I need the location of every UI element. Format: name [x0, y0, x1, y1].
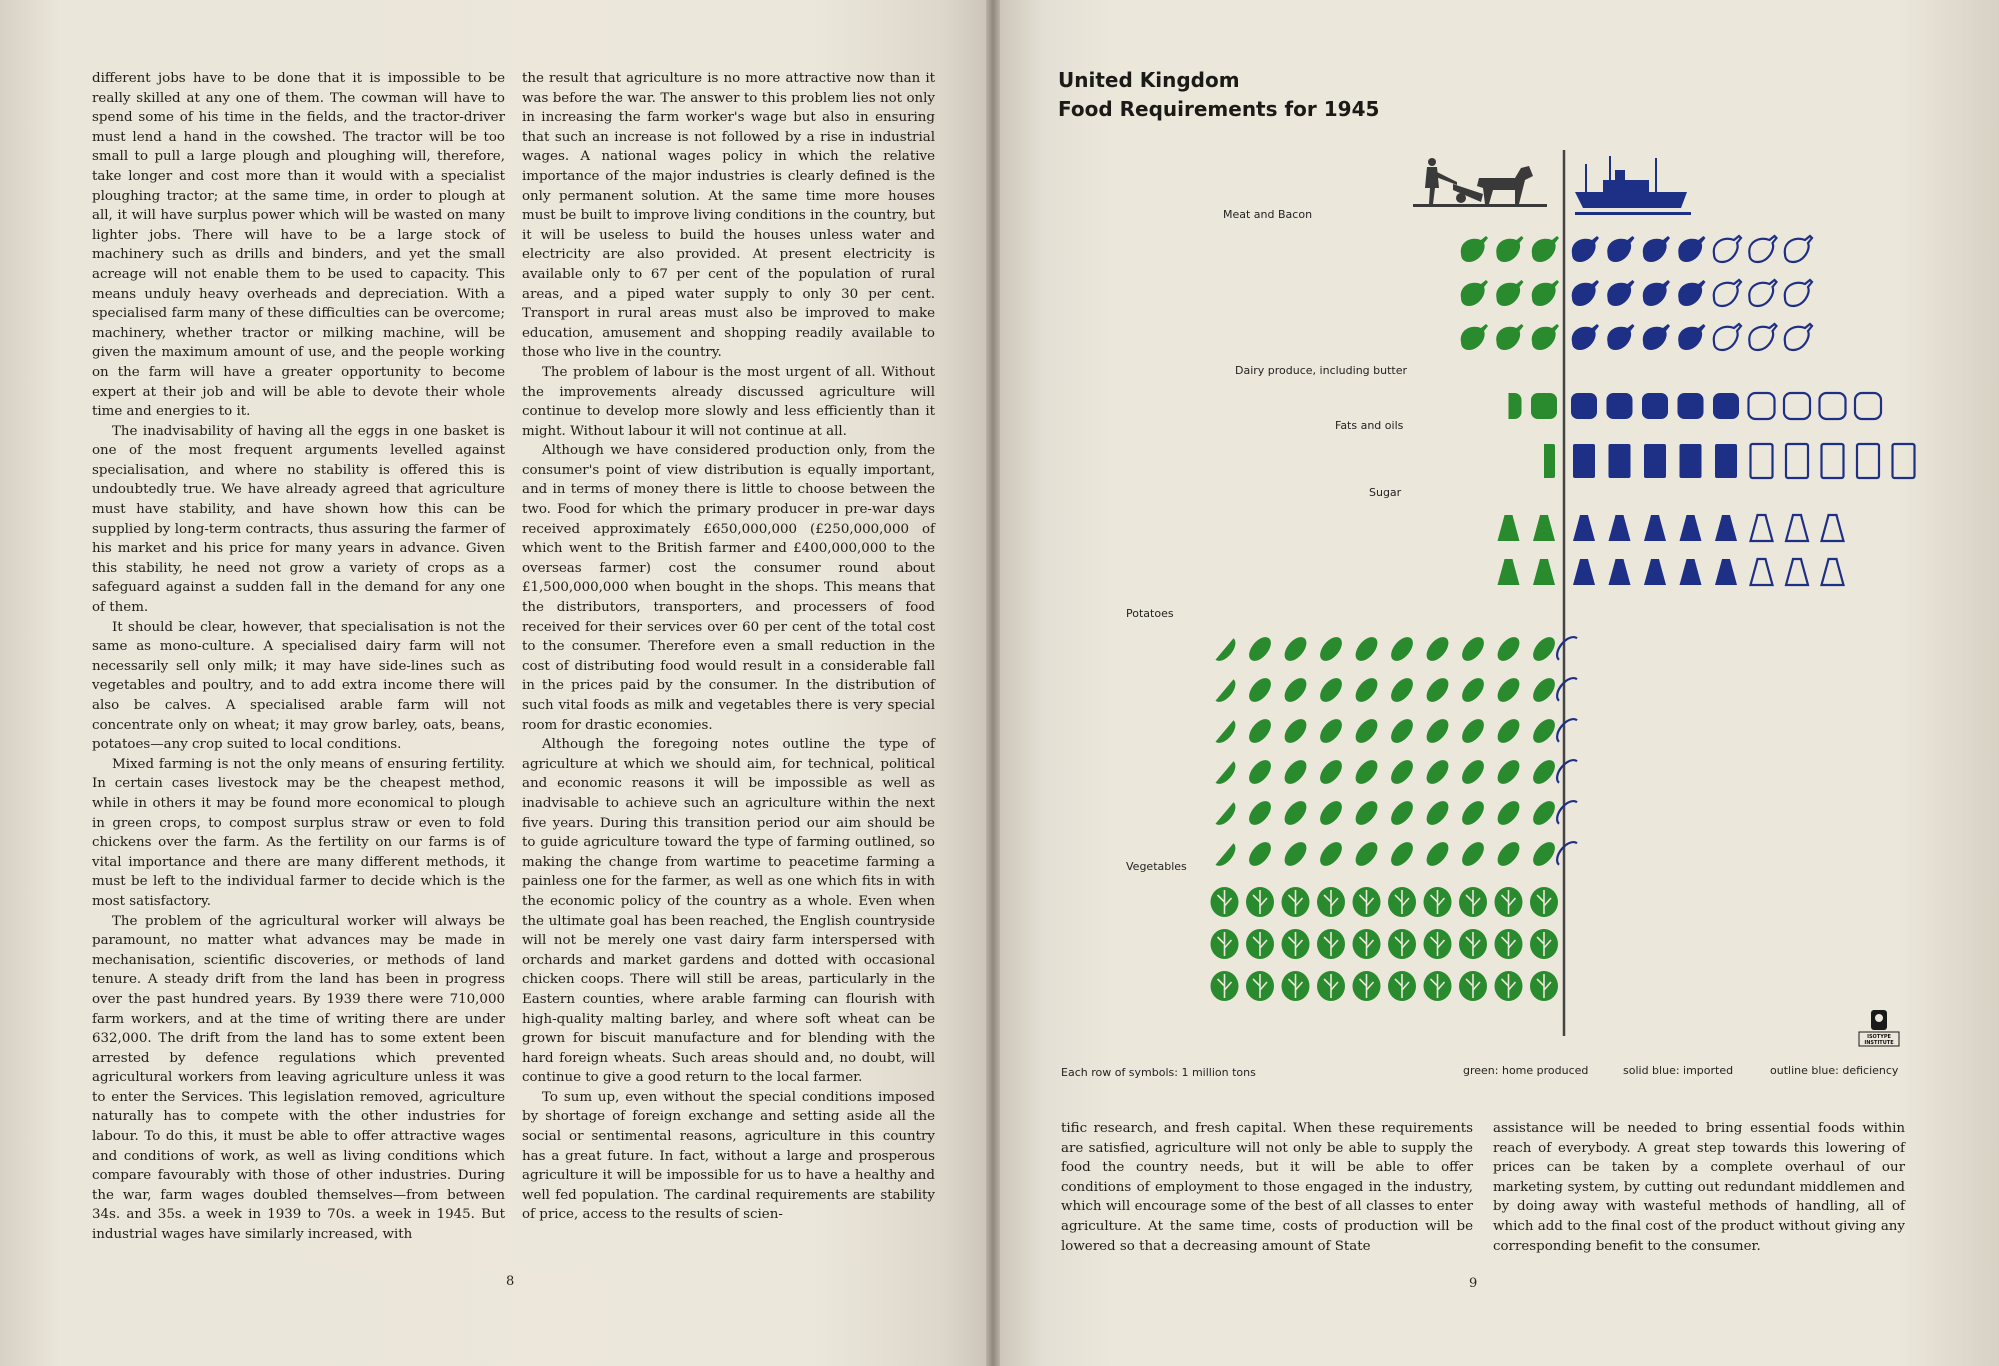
potato-symbol	[1493, 674, 1523, 706]
symbol-row	[1209, 715, 1583, 747]
paragraph: The inadvisability of having all the eggs in one basket is one of the most frequent arguments levelled against specialisation, and where no stability is offered this is undoubtedly true. We have already agreed that agriculture must have stability, and have shown how this can be supplied by long-term contracts, thus assuring the farmer of his market and his price for many years in advance. Given this stability, he need not grow a variety of crops as a safeguard against a sudden fall in the demand for any one of them.	[92, 423, 505, 616]
sugar-bag-symbol	[1609, 515, 1631, 541]
cabbage-symbol	[1459, 929, 1487, 959]
paragraph: different jobs have to be done that it is impossible to be really skilled at any one of them. The cowman will have to spend some of his time in the fields, and the tractor-driver must lend a hand in the cowshed. The tractor will be too small to pull a large plough and ploughing will, therefore, take longer and cost more than it would with a specialist ploughing tractor; at the same time, in order to plough at all, it will have surplus power which will be wasted on many lighter jobs. There will have to be a large stock of machinery such as drills and binders, and yet the small acreage will not enable them to be used to capacity. This means unduly heavy overheads and depreciation. With a specialised farm many of these difficulties can be overcome; machinery, whether tractor or milking machine, will be given the maximum amount of use, and the people working on the farm will have a greater opportunity to become expert at their job and will be able to devote their whole time and energies to it.	[92, 71, 505, 420]
svg-text:INSTITUTE: INSTITUTE	[1864, 1040, 1894, 1046]
sugar-bag-symbol	[1533, 559, 1555, 585]
paragraph: Although we have considered production only, from the consumer's point of view distribution is equally important, and in terms of money there is little to choose between the two. Food for which the primary producer in pre-war days received approximately £650,000,000 (£250,000,000 of which went to the British farmer and £400,000,000 to the overseas farmer) cost the consumer round about £1,500,000,000 when bought in the shops. This means that the distributors, transporters, and processers of food received for their services over 60 per cent of the total cost to the consumer. Therefore even a small reduction in the cost of distributing food would result in a considerable fall in the prices paid by the consumer. In the distribution of such vital foods as milk and vegetables there is very special room for drastic economies.	[522, 443, 935, 733]
potato-symbol	[1316, 838, 1346, 870]
potato-symbol	[1387, 715, 1417, 747]
ham-symbol	[1678, 324, 1705, 350]
ham-symbol	[1643, 280, 1670, 306]
legend-unit-note: Each row of symbols: 1 million tons	[1061, 1066, 1256, 1079]
potato-symbol	[1529, 715, 1559, 747]
potato-symbol	[1553, 633, 1583, 665]
cabbage-symbol	[1353, 887, 1381, 917]
potato-symbol	[1493, 756, 1523, 788]
paragraph: Mixed farming is not the only means of ensuring fertility. In certain cases livestock may be the cheapest method, while in others it may be found more economical to plough in green crops, to compost surplus straw or even to fold chickens over the farm. As the fertility on our farms is of vital importance and there are many different methods, it must be left to the individual farmer to decide which is the most satisfactory.	[92, 756, 505, 909]
cabbage-symbol	[1530, 929, 1558, 959]
paragraph: The problem of labour is the most urgent of all. Without the improvements already discussed agriculture will continue to develop more slowly and less efficiently than it might. Without labour it will not continue at all.	[522, 364, 935, 439]
paragraph: To sum up, even without the special conditions imposed by shortage of foreign exchange and setting aside all the social or sentimental reasons, agriculture in this country has a great future. In fact, without a large and prosperous agriculture it will be impossible for us to have a healthy and well fed population. The cardinal requirements are stability of price, access to the results of scien-	[522, 1089, 935, 1223]
paragraph: Although the foregoing notes outline the type of agriculture at which we should aim, for technical, political and economic reasons it will be impossible as well as inadvisable to achieve such an agriculture within the next five years. During this transition period our aim should be to guide agriculture toward the type of farming outlined, so making the change from wartime to peacetime farming a painless one for the farmer, as well as one which fits in with the economic policy of the country as a whole. Even when the ultimate goal has been reached, the English countryside will not be merely one vast dairy farm interspersed with orchards and market gardens and dotted with occasional chicken coops. There will still be areas, particularly in the Eastern counties, where arable farming can flourish with high-quality malting barley, and where soft wheat can be grown for biscuit manufacture and for blending with the hard foreign wheats. Such areas should and, no doubt, will continue to give a good return to the local farmer.	[522, 737, 935, 1086]
category-label: Vegetables	[1126, 860, 1187, 873]
symbol-row	[1211, 971, 1559, 1001]
ham-symbol	[1607, 280, 1634, 306]
ham-symbol	[1607, 324, 1634, 350]
symbol-row	[1209, 674, 1583, 706]
symbol-row	[1209, 633, 1583, 665]
sugar-bag-symbol	[1786, 515, 1808, 541]
ham-symbol	[1461, 280, 1488, 306]
potato-symbol	[1316, 674, 1346, 706]
cabbage-symbol	[1495, 929, 1523, 959]
ham-symbol	[1785, 280, 1812, 306]
symbol-row	[1496, 393, 1882, 419]
legend-imported: solid blue: imported	[1623, 1064, 1734, 1077]
potato-symbol	[1316, 715, 1346, 747]
can-symbol	[1751, 444, 1773, 478]
ham-symbol	[1785, 236, 1812, 262]
potato-symbol	[1245, 838, 1275, 870]
cheese-symbol	[1678, 393, 1704, 419]
potato-symbol	[1209, 797, 1239, 829]
cabbage-symbol	[1282, 887, 1310, 917]
cabbage-symbol	[1495, 971, 1523, 1001]
ham-symbol	[1749, 280, 1776, 306]
potato-symbol	[1422, 756, 1452, 788]
symbol-row	[1461, 324, 1812, 350]
isotype-institute-logo	[1859, 1010, 1899, 1046]
ham-symbol	[1643, 236, 1670, 262]
cabbage-symbol	[1388, 971, 1416, 1001]
ham-symbol	[1749, 236, 1776, 262]
ham-symbol	[1496, 236, 1523, 262]
potato-symbol	[1493, 838, 1523, 870]
potato-symbol	[1493, 715, 1523, 747]
chart-title-line-2: Food Requirements for 1945	[1058, 97, 1380, 121]
sugar-bag-symbol	[1609, 559, 1631, 585]
cabbage-symbol	[1459, 887, 1487, 917]
potato-symbol	[1387, 633, 1417, 665]
symbol-row	[1211, 887, 1559, 917]
potato-symbol	[1458, 838, 1488, 870]
sugar-bag-symbol	[1786, 559, 1808, 585]
cheese-symbol	[1713, 393, 1739, 419]
symbol-row	[1209, 797, 1583, 829]
sugar-bag-symbol	[1715, 515, 1737, 541]
cheese-symbol	[1496, 393, 1522, 419]
cabbage-symbol	[1530, 971, 1558, 1001]
potato-symbol	[1209, 715, 1239, 747]
category-label: Fats and oils	[1335, 419, 1404, 432]
potato-symbol	[1529, 838, 1559, 870]
cabbage-symbol	[1317, 887, 1345, 917]
potato-symbol	[1316, 797, 1346, 829]
potato-symbol	[1245, 756, 1275, 788]
potato-symbol	[1529, 633, 1559, 665]
cabbage-symbol	[1530, 887, 1558, 917]
cheese-symbol	[1855, 393, 1881, 419]
potato-symbol	[1553, 797, 1583, 829]
cabbage-symbol	[1388, 887, 1416, 917]
potato-symbol	[1280, 838, 1310, 870]
cabbage-symbol	[1388, 929, 1416, 959]
potato-symbol	[1387, 674, 1417, 706]
ham-symbol	[1714, 324, 1741, 350]
can-symbol	[1822, 444, 1844, 478]
ham-symbol	[1532, 324, 1559, 350]
sugar-bag-symbol	[1644, 515, 1666, 541]
potato-symbol	[1387, 838, 1417, 870]
paragraph: It should be clear, however, that specialisation is not the same as mono-culture. A specialised dairy farm will not necessarily sell only milk; it may have side-lines such as vegetables and poultry, and to add extra income there will also be calves. A specialised arable farm will not concentrate only on wheat; it may grow barley, oats, beans, potatoes—any crop suited to local conditions.	[92, 619, 505, 753]
cheese-symbol	[1749, 393, 1775, 419]
potato-symbol	[1422, 715, 1452, 747]
symbol-row	[1498, 559, 1844, 585]
sugar-bag-symbol	[1498, 515, 1520, 541]
category-label: Dairy produce, including butter	[1235, 364, 1408, 377]
cabbage-symbol	[1246, 971, 1274, 1001]
potato-symbol	[1387, 797, 1417, 829]
sugar-bag-symbol	[1822, 559, 1844, 585]
potato-symbol	[1529, 674, 1559, 706]
ham-symbol	[1572, 280, 1599, 306]
cabbage-symbol	[1211, 929, 1239, 959]
potato-symbol	[1245, 633, 1275, 665]
cabbage-symbol	[1424, 929, 1452, 959]
category-cabbage	[1126, 860, 1558, 1001]
potato-symbol	[1280, 674, 1310, 706]
cabbage-symbol	[1424, 971, 1452, 1001]
potato-symbol	[1553, 674, 1583, 706]
potato-symbol	[1209, 838, 1239, 870]
potato-symbol	[1553, 715, 1583, 747]
sugar-bag-symbol	[1644, 559, 1666, 585]
potato-symbol	[1351, 838, 1381, 870]
can-symbol	[1609, 444, 1631, 478]
sugar-bag-symbol	[1715, 559, 1737, 585]
potato-symbol	[1387, 756, 1417, 788]
can-symbol	[1786, 444, 1808, 478]
potato-symbol	[1351, 797, 1381, 829]
category-label: Sugar	[1369, 486, 1402, 499]
ham-symbol	[1572, 236, 1599, 262]
category-cheese	[1235, 364, 1881, 419]
category-ham	[1223, 208, 1812, 350]
sugar-bag-symbol	[1533, 515, 1555, 541]
ham-symbol	[1678, 280, 1705, 306]
sugar-bag-symbol	[1751, 559, 1773, 585]
left-page	[0, 0, 993, 1366]
category-label: Potatoes	[1126, 607, 1174, 620]
ham-symbol	[1532, 236, 1559, 262]
potato-symbol	[1245, 715, 1275, 747]
cheese-symbol	[1531, 393, 1557, 419]
symbol-row	[1209, 838, 1583, 870]
left-page-column-2	[522, 69, 935, 1225]
sugar-bag-symbol	[1751, 515, 1773, 541]
svg-text:ISOTYPE: ISOTYPE	[1867, 1034, 1891, 1040]
potato-symbol	[1209, 674, 1239, 706]
category-label: Meat and Bacon	[1223, 208, 1313, 221]
potato-symbol	[1422, 838, 1452, 870]
cabbage-symbol	[1246, 929, 1274, 959]
symbol-row	[1461, 280, 1812, 306]
potato-symbol	[1209, 756, 1239, 788]
can-symbol	[1644, 444, 1666, 478]
can-symbol	[1715, 444, 1737, 478]
potato-symbol	[1458, 756, 1488, 788]
paragraph: assistance will be needed to bring essential foods within reach of everybody. A great step towards this lowering of prices can be taken by a complete overhaul of our marketing system, by cutting out redundant middlemen and by doing away with wasteful methods of handling, all of which add to the final cost of the product without giving any corresponding benefit to the consumer.	[1493, 1121, 1905, 1254]
potato-symbol	[1280, 797, 1310, 829]
cheese-symbol	[1571, 393, 1597, 419]
potato-symbol	[1458, 633, 1488, 665]
potato-symbol	[1529, 797, 1559, 829]
ham-symbol	[1496, 324, 1523, 350]
potato-symbol	[1422, 797, 1452, 829]
sugar-bag-symbol	[1498, 559, 1520, 585]
sugar-bag-symbol	[1573, 515, 1595, 541]
can-symbol	[1857, 444, 1879, 478]
ham-symbol	[1714, 280, 1741, 306]
cheese-symbol	[1607, 393, 1633, 419]
potato-symbol	[1458, 797, 1488, 829]
ham-symbol	[1714, 236, 1741, 262]
can-symbol	[1573, 444, 1595, 478]
cabbage-symbol	[1353, 929, 1381, 959]
paragraph: tific research, and fresh capital. When these requirements are satisfied, agriculture will not only be able to supply the food the country needs, but it will be able to offer conditions of employment to those engaged in the industry, which will encourage some of the best of all classes to enter agriculture. At the same time, costs of production will be lowered so that a decreasing amount of State	[1061, 1121, 1473, 1254]
potato-symbol	[1280, 633, 1310, 665]
potato-symbol	[1493, 797, 1523, 829]
ham-symbol	[1785, 324, 1812, 350]
cabbage-symbol	[1211, 971, 1239, 1001]
cabbage-symbol	[1424, 887, 1452, 917]
potato-symbol	[1351, 674, 1381, 706]
sugar-bag-symbol	[1680, 559, 1702, 585]
potato-symbol	[1245, 674, 1275, 706]
potato-symbol	[1422, 633, 1452, 665]
ham-symbol	[1461, 324, 1488, 350]
can-symbol	[1680, 444, 1702, 478]
ham-symbol	[1532, 280, 1559, 306]
cabbage-symbol	[1495, 887, 1523, 917]
can-symbol	[1893, 444, 1915, 478]
cargo-ship-icon	[1575, 156, 1691, 215]
ham-symbol	[1572, 324, 1599, 350]
farmer-ploughing-with-horse-icon	[1413, 158, 1547, 207]
cabbage-symbol	[1211, 887, 1239, 917]
ham-symbol	[1496, 280, 1523, 306]
potato-symbol	[1351, 756, 1381, 788]
potato-symbol	[1529, 756, 1559, 788]
ham-symbol	[1607, 236, 1634, 262]
potato-symbol	[1316, 633, 1346, 665]
sugar-bag-symbol	[1822, 515, 1844, 541]
category-potato	[1126, 607, 1583, 870]
potato-symbol	[1245, 797, 1275, 829]
cabbage-symbol	[1317, 971, 1345, 1001]
isotype-chart	[993, 0, 1999, 1366]
symbol-row	[1498, 515, 1844, 541]
ham-symbol	[1461, 236, 1488, 262]
potato-symbol	[1493, 633, 1523, 665]
potato-symbol	[1209, 633, 1239, 665]
potato-symbol	[1351, 715, 1381, 747]
potato-symbol	[1458, 674, 1488, 706]
symbol-row	[1209, 756, 1583, 788]
potato-symbol	[1351, 633, 1381, 665]
can-symbol	[1533, 444, 1555, 478]
potato-symbol	[1553, 838, 1583, 870]
cabbage-symbol	[1317, 929, 1345, 959]
legend-home: green: home produced	[1463, 1064, 1589, 1077]
cabbage-symbol	[1282, 929, 1310, 959]
sugar-bag-symbol	[1573, 559, 1595, 585]
paragraph: The problem of the agricultural worker will always be paramount, no matter what advances may be made in mechanisation, scientific discoveries, or methods of land tenure. A steady drift from the land has been in progress over the past hundred years. By 1939 there were 710,000 farm workers, and at the time of writing there are under 632,000. The drift from the land has to some extent been arrested by defence regulations which prevented agricultural workers from leaving agriculture unless it was to enter the Services. This legislation removed, agriculture naturally has to compete with the other industries for labour. To do this, it must be able to offer attractive wages and conditions of work, as well as living conditions which compare favourably with those of other industries. During the war, farm wages doubled themselves—from between 34s. and 35s. a week in 1939 to 70s. a week in 1945. But industrial wages have similarly increased, with	[92, 913, 505, 1243]
cabbage-symbol	[1459, 971, 1487, 1001]
category-sugar-bag	[1369, 486, 1844, 585]
cabbage-symbol	[1246, 887, 1274, 917]
potato-symbol	[1280, 756, 1310, 788]
sugar-bag-symbol	[1680, 515, 1702, 541]
symbol-row	[1533, 444, 1915, 478]
symbol-row	[1461, 236, 1812, 262]
cabbage-symbol	[1353, 971, 1381, 1001]
ham-symbol	[1678, 236, 1705, 262]
potato-symbol	[1553, 756, 1583, 788]
left-page-column-1	[92, 69, 505, 1245]
cheese-symbol	[1642, 393, 1668, 419]
chart-title-line-1: United Kingdom	[1058, 68, 1240, 92]
potato-symbol	[1316, 756, 1346, 788]
category-can	[1335, 419, 1915, 478]
symbol-row	[1211, 929, 1559, 959]
ham-symbol	[1749, 324, 1776, 350]
potato-symbol	[1458, 715, 1488, 747]
cheese-symbol	[1820, 393, 1846, 419]
cheese-symbol	[1784, 393, 1810, 419]
ham-symbol	[1643, 324, 1670, 350]
page-number-left: 8	[506, 1274, 515, 1289]
cabbage-symbol	[1282, 971, 1310, 1001]
paragraph: the result that agriculture is no more attractive now than it was before the war. The answer to this problem lies not only in increasing the farm worker's wage but also in ensuring that such an increase is not followed by a rise in industrial wages. A national wages policy in which the relative importance of the major industries is clearly defined is the only permanent solution. At the same time more houses must be built to improve living conditions in the country, but it will be useless to build the houses unless water and electricity are also provided. At present electricity is available only to 67 per cent of the population of rural areas, and a piped water supply to only 30 per cent. Transport in rural areas must also be improved to make education, amusement and shopping readily available to those who live in the country.	[522, 71, 935, 361]
legend-deficiency: outline blue: deficiency	[1770, 1064, 1899, 1077]
page-number-right: 9	[1469, 1276, 1478, 1291]
potato-symbol	[1422, 674, 1452, 706]
potato-symbol	[1280, 715, 1310, 747]
